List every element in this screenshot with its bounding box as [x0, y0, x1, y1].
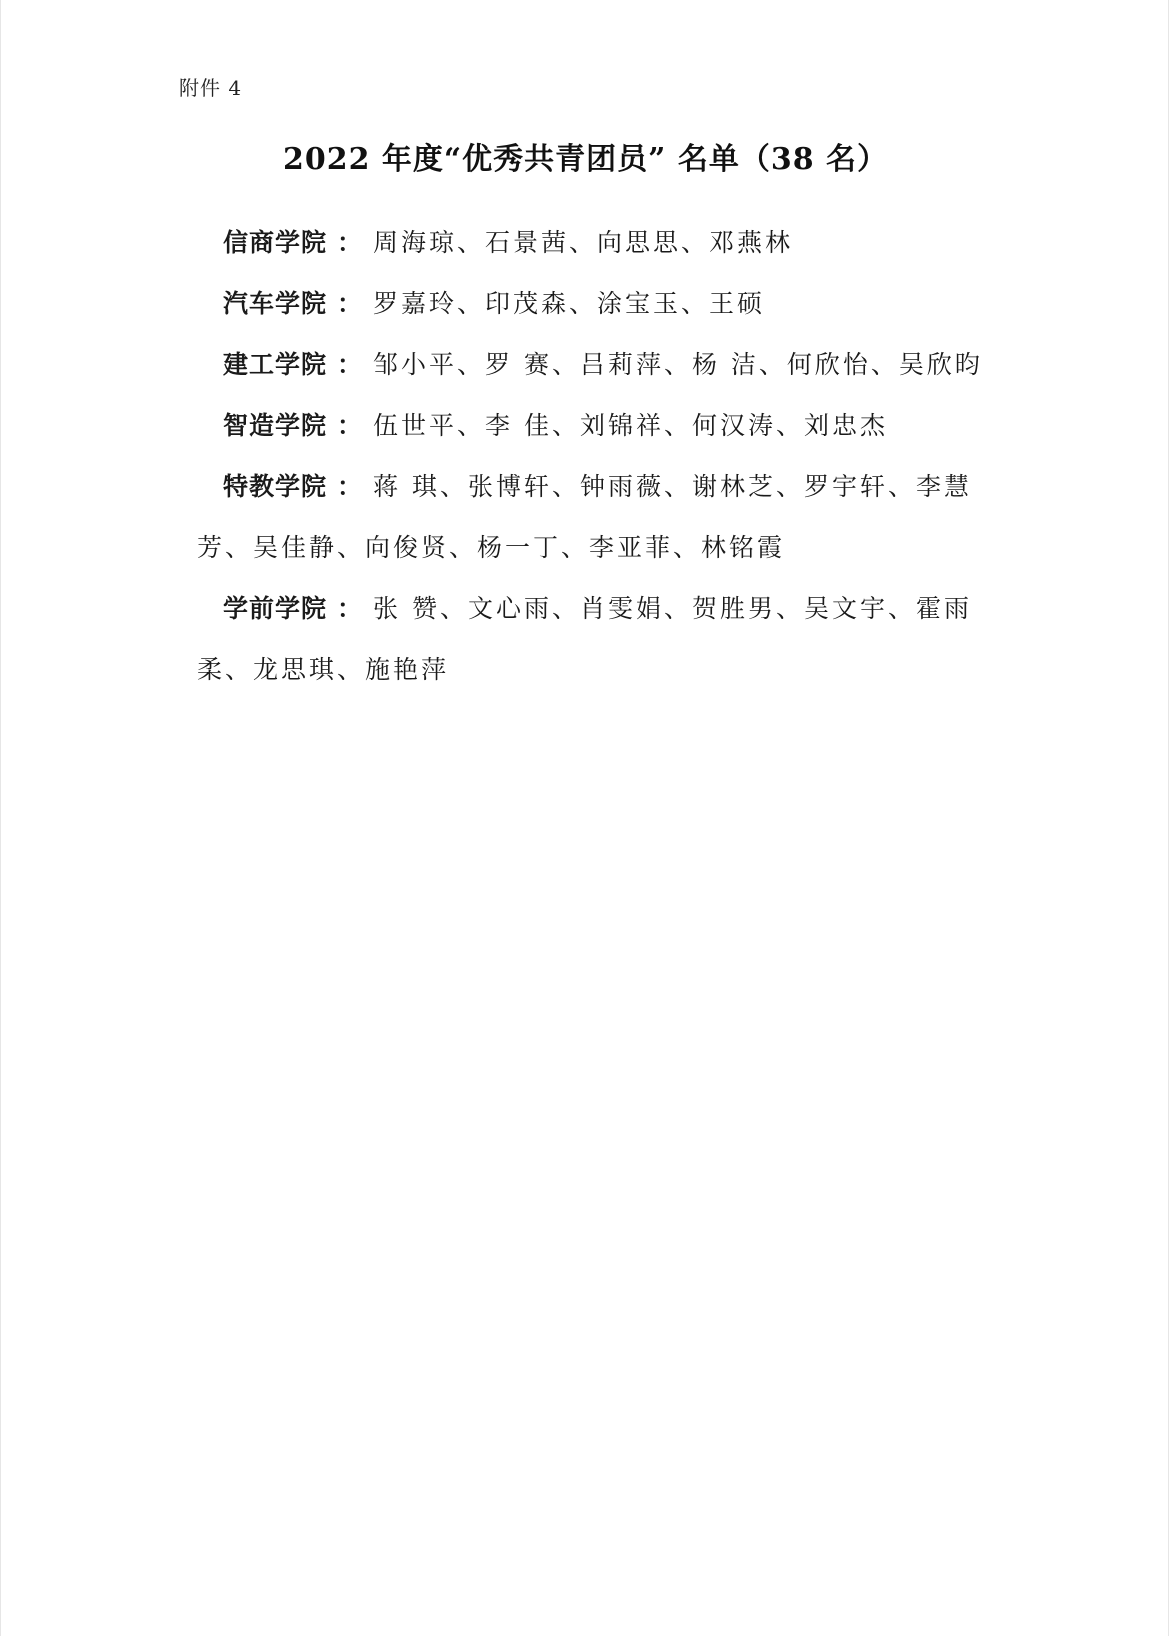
list-item: [197, 273, 1017, 334]
college-name: 信商学院: [223, 228, 328, 257]
award-list: [197, 212, 1017, 700]
separator: ：: [337, 472, 366, 501]
separator: ：: [337, 594, 366, 623]
student-names: 蒋 琪、张博轩、钟雨薇、谢林芝、罗宇轩、李慧芳、吴佳静、向俊贤、杨一丁、李亚菲、林铭霞: [197, 472, 972, 562]
student-names: 伍世平、李 佳、刘锦祥、何汉涛、刘忠杰: [373, 411, 888, 440]
college-name: 学前学院: [223, 594, 328, 623]
list-item: [197, 578, 1017, 700]
separator: ：: [337, 350, 366, 379]
separator: ：: [337, 228, 366, 257]
separator: ：: [337, 289, 366, 318]
student-names: 张 赞、文心雨、肖雯娟、贺胜男、吴文宇、霍雨柔、龙思琪、施艳萍: [197, 594, 972, 684]
document-title: 2022 年度“优秀共青团员” 名单（38 名）: [282, 142, 889, 177]
college-name: 特教学院: [223, 472, 328, 501]
separator: ：: [337, 411, 366, 440]
college-name: 汽车学院: [223, 289, 328, 318]
attachment-label: 附件 4: [179, 76, 243, 100]
list-item: [197, 334, 1017, 395]
list-item: [197, 212, 1017, 273]
student-names: 罗嘉玲、印茂森、涂宝玉、王硕: [373, 289, 766, 318]
list-item: [197, 395, 1017, 456]
student-names: 邹小平、罗 赛、吕莉萍、杨 洁、何欣怡、吴欣昀: [373, 350, 983, 379]
college-name: 智造学院: [223, 411, 328, 440]
student-names: 周海琼、石景茜、向思思、邓燕林: [373, 228, 794, 257]
college-name: 建工学院: [223, 350, 328, 379]
list-item: [197, 456, 1017, 578]
